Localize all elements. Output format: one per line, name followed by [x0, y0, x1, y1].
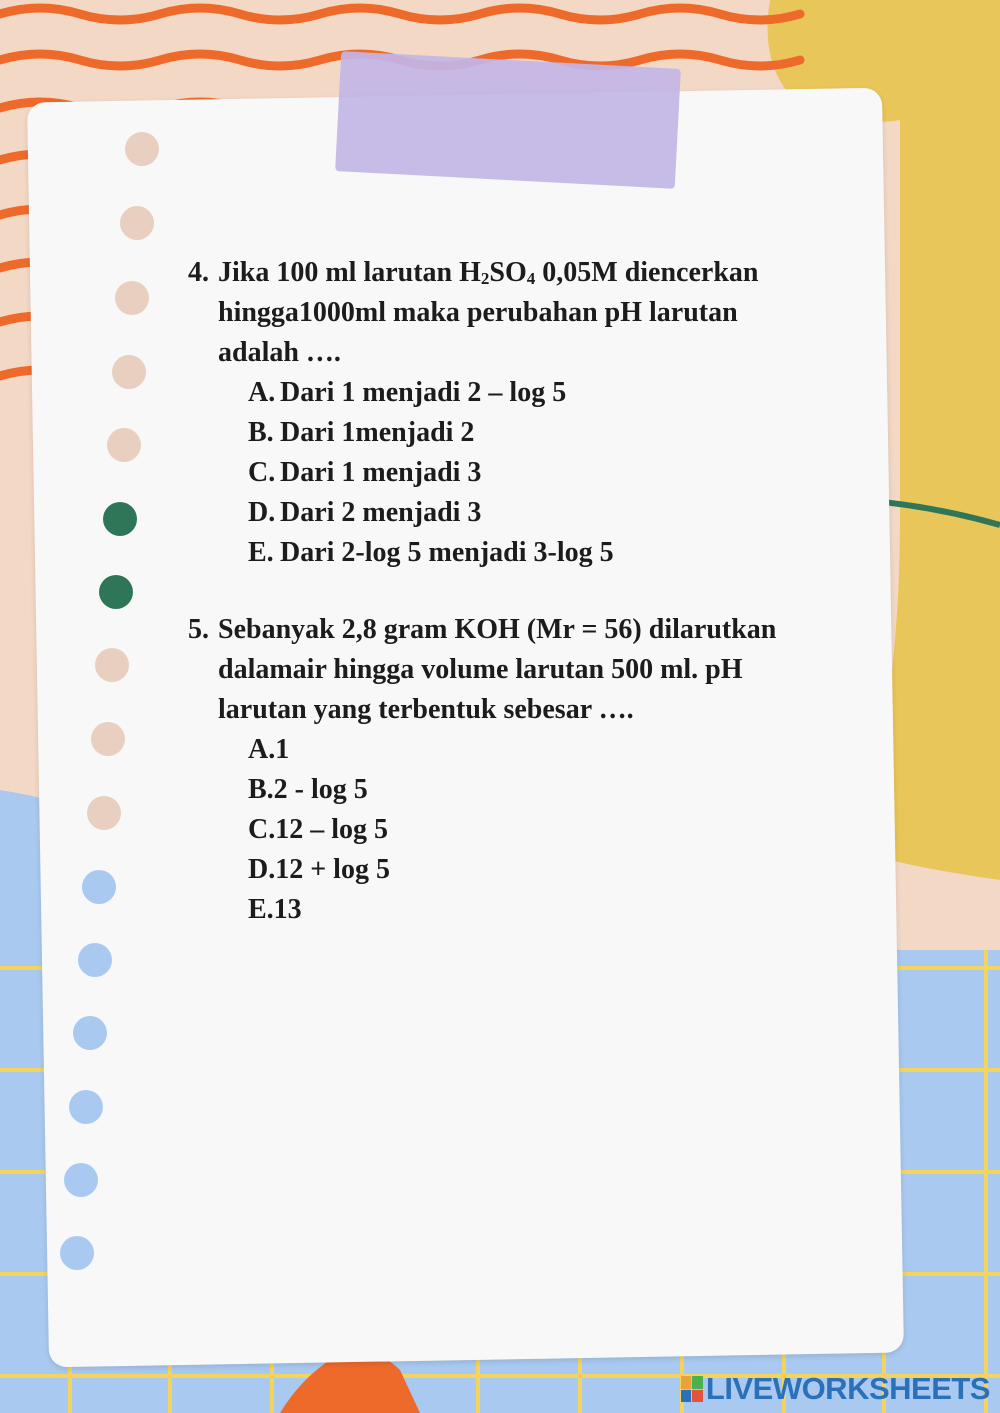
option-c-letter[interactable]: C. [248, 457, 276, 488]
option-e-letter[interactable]: E. [248, 537, 274, 568]
liveworksheets-brand[interactable] [681, 1371, 990, 1407]
question-text-line: Sebanyak 2,8 gram KOH (Mr = 56) dilarutkan [218, 614, 777, 645]
option-e[interactable]: E.13 [248, 894, 302, 925]
question-text-line: Jika 100 ml larutan $H_2SO_4$ 0,05M diencerkan [218, 257, 759, 288]
option-a-letter[interactable]: A. [248, 377, 276, 408]
question-4 [0, 253, 1000, 573]
question-number: 5. [188, 614, 209, 645]
option-e-text[interactable]: Dari 2-log 5 menjadi 3-log 5 [280, 537, 614, 568]
option-b-text[interactable]: Dari 1menjadi 2 [280, 417, 475, 448]
question-text-line: hingga1000ml maka perubahan pH larutan [218, 297, 738, 328]
option-c-text[interactable]: Dari 1 menjadi 3 [280, 457, 482, 488]
question-5 [0, 610, 1000, 930]
option-b-letter[interactable]: B. [248, 417, 274, 448]
option-d-text[interactable]: Dari 2 menjadi 3 [280, 497, 482, 528]
liveworksheets-logo-icon [681, 1376, 703, 1402]
question-text-line: dalamair hingga volume larutan 500 ml. pH [218, 654, 743, 685]
option-d[interactable]: D.12 + log 5 [248, 854, 390, 885]
option-a[interactable]: A.1 [248, 734, 290, 765]
question-text-line: adalah …. [218, 337, 341, 368]
option-b[interactable]: B.2 - log 5 [248, 774, 368, 805]
brand-name: LIVEWORKSHEETS [705, 1371, 990, 1406]
question-text-line: larutan yang terbentuk sebesar …. [218, 694, 634, 725]
option-a-text[interactable]: Dari 1 menjadi 2 – log 5 [280, 377, 567, 408]
option-d-letter[interactable]: D. [248, 497, 276, 528]
option-c[interactable]: C.12 – log 5 [248, 814, 388, 845]
question-number: 4. [188, 257, 209, 288]
